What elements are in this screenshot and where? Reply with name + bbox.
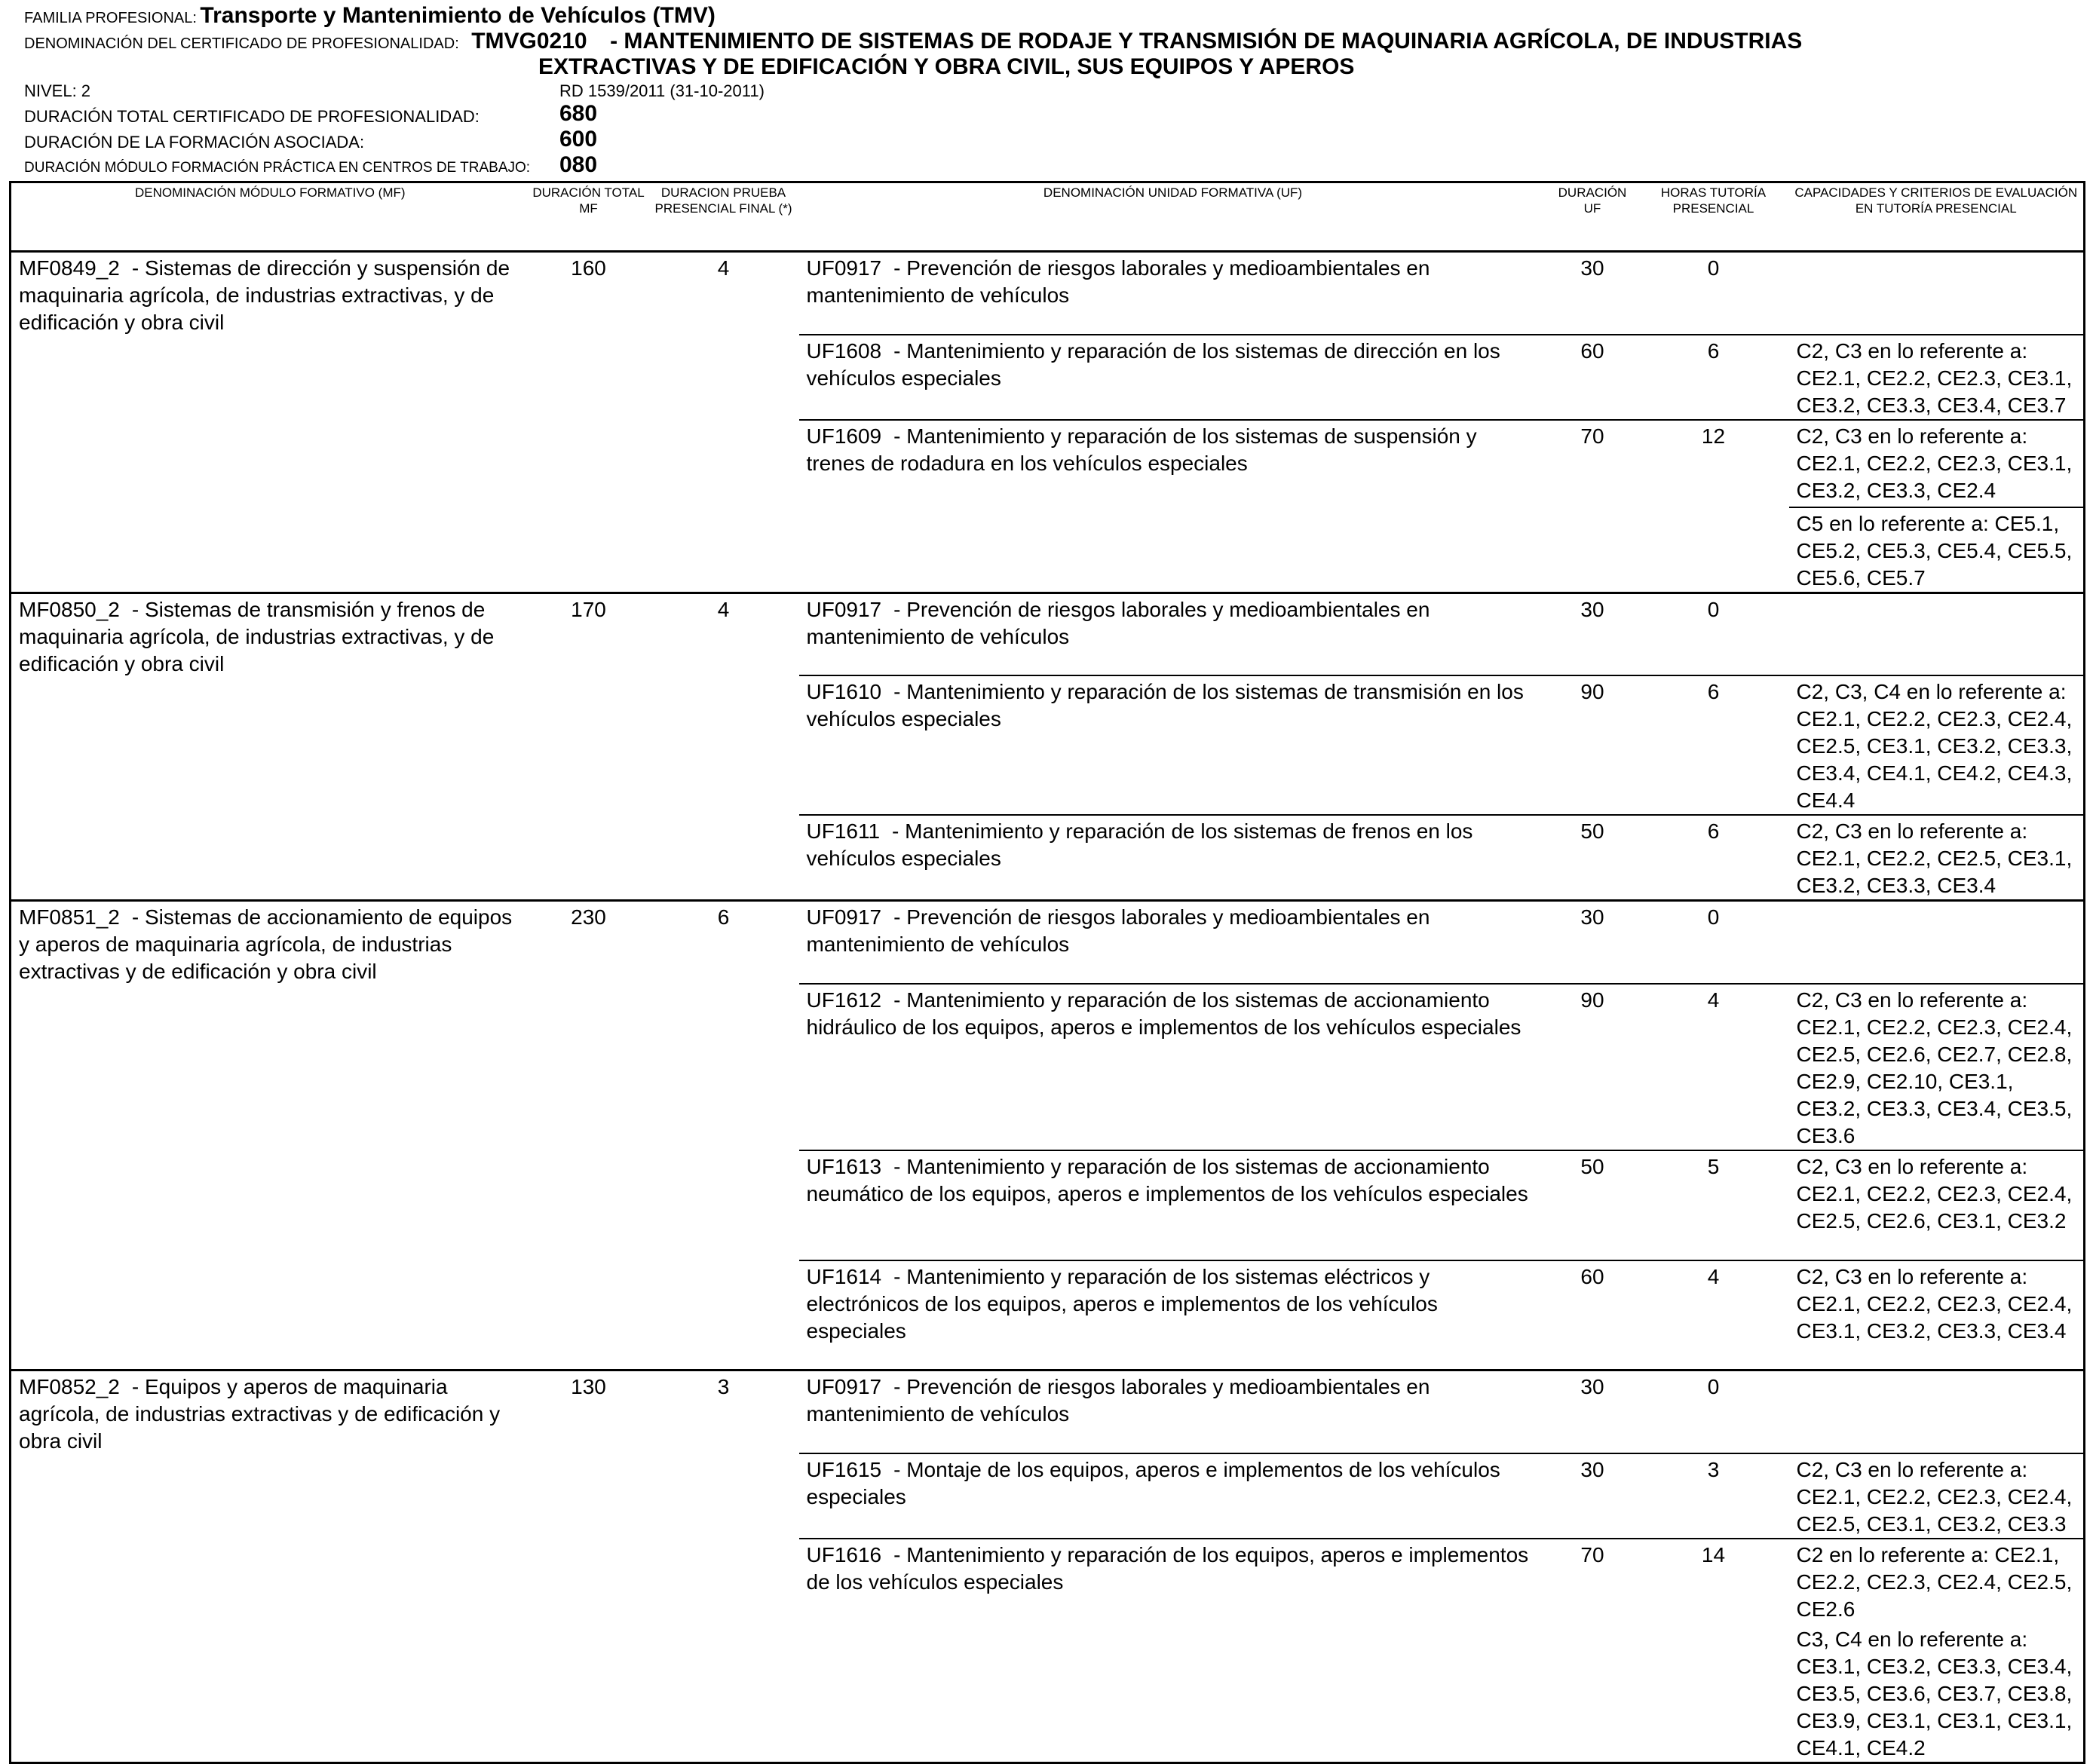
denominacion-title-line1: - MANTENIMIENTO DE SISTEMAS DE RODAJE Y TRANSMISIÓN DE MAQUINARIA AGRÍCOLA, DE INDUSTRIAS <box>610 29 1803 54</box>
unit-capacidades <box>1789 1453 2085 1539</box>
unit-code: UF1612 <box>806 988 882 1012</box>
unit-tutoria: 4 <box>1638 984 1789 1150</box>
unit-cell <box>799 1260 1547 1370</box>
unit-tutoria: 6 <box>1638 335 1789 420</box>
unit-capacidades <box>1789 984 2085 1150</box>
unit-name: - Mantenimiento y reparación de los equipos, aperos e implementos de los vehículos especiales <box>806 1542 1529 1594</box>
unit-name: - Prevención de riesgos laborales y medioambientales en mantenimiento de vehículos <box>806 1375 1430 1426</box>
unit-capacidades <box>1789 815 2085 901</box>
unit-tutoria: 14 <box>1638 1539 1789 1763</box>
cap-text: C2, C3 en lo referente a: CE2.1, CE2.2, CE2.3, CE3.1, CE3.2, CE3.3, CE2.4 <box>1796 424 2073 502</box>
unit-capacidades <box>1789 252 2085 335</box>
unit-cell <box>799 815 1547 901</box>
cap-text: C2, C3 en lo referente a: CE2.1, CE2.2, CE2.3, CE2.4, CE2.5, CE2.6, CE2.7, CE2.8, CE2.9, CE2.10, CE3.1, CE3.2, CE3.3, CE3.4, CE3.5, CE3.6 <box>1796 988 2073 1147</box>
duracion-formacion-value: 600 <box>559 127 598 152</box>
module-cell <box>11 252 529 593</box>
unit-name: - Prevención de riesgos laborales y medioambientales en mantenimiento de vehículos <box>806 905 1430 956</box>
module-code: MF0849_2 <box>19 256 120 280</box>
unit-capacidades <box>1789 1150 2085 1260</box>
unit-tutoria: 4 <box>1638 1260 1789 1370</box>
unit-capacidades <box>1789 335 2085 420</box>
unit-duracion: 30 <box>1547 1370 1638 1453</box>
module-code: MF0852_2 <box>19 1375 120 1398</box>
duracion-practica-value: 080 <box>559 152 598 177</box>
unit-tutoria: 0 <box>1638 593 1789 675</box>
unit-cell <box>799 1370 1547 1453</box>
unit-tutoria: 0 <box>1638 252 1789 335</box>
unit-cell <box>799 984 1547 1150</box>
unit-code: UF1615 <box>806 1457 882 1481</box>
unit-capacidades <box>1789 420 2085 593</box>
col-header-mf: DENOMINACIÓN MÓDULO FORMATIVO (MF) <box>11 182 529 252</box>
unit-name: - Mantenimiento y reparación de los sistemas de dirección en los vehículos especiales <box>806 338 1500 390</box>
unit-duracion: 30 <box>1547 901 1638 984</box>
unit-duracion: 70 <box>1547 1539 1638 1763</box>
module-duracion-total: 160 <box>529 252 648 593</box>
unit-duracion: 30 <box>1547 1453 1638 1539</box>
denominacion-label: DENOMINACIÓN DEL CERTIFICADO DE PROFESIONALIDAD: <box>24 35 459 52</box>
module-code: MF0851_2 <box>19 905 120 929</box>
unit-capacidades <box>1789 1370 2085 1453</box>
duracion-total-label: DURACIÓN TOTAL CERTIFICADO DE PROFESIONALIDAD: <box>24 107 480 126</box>
unit-capacidades <box>1789 1539 2085 1763</box>
familia-row <box>24 3 716 29</box>
unit-cell <box>799 1453 1547 1539</box>
cap-text: C2, C3 en lo referente a: CE2.1, CE2.2, CE2.3, CE2.4, CE2.5, CE2.6, CE3.1, CE3.2 <box>1796 1154 2073 1233</box>
module-name: - Equipos y aperos de maquinaria agrícola, de industrias extractivas y de edificación y obra civil <box>19 1375 501 1453</box>
module-cell <box>11 1370 529 1763</box>
unit-tutoria: 6 <box>1638 815 1789 901</box>
unit-capacidades <box>1789 1260 2085 1370</box>
cap-text: C2, C3 en lo referente a: CE2.1, CE2.2, CE2.3, CE3.1, CE3.2, CE3.3, CE3.4, CE3.7 <box>1796 338 2073 417</box>
module-duracion-total: 170 <box>529 593 648 901</box>
unit-tutoria: 0 <box>1638 901 1789 984</box>
unit-tutoria: 6 <box>1638 675 1789 815</box>
unit-code: UF1614 <box>806 1264 882 1288</box>
module-prueba: 4 <box>648 593 799 901</box>
unit-duracion: 50 <box>1547 815 1638 901</box>
denominacion-title-line2: EXTRACTIVAS Y DE EDIFICACIÓN Y OBRA CIVIL, SUS EQUIPOS Y APEROS <box>538 54 1355 79</box>
col-header-capacidades: CAPACIDADES Y CRITERIOS DE EVALUACIÓN EN TUTORÍA PRESENCIAL <box>1789 182 2085 252</box>
module-prueba: 6 <box>648 901 799 1370</box>
unit-cell <box>799 335 1547 420</box>
module-name: - Sistemas de accionamiento de equipos y aperos de maquinaria agrícola, de industrias extractivas y de edificación y obra civil <box>19 905 513 983</box>
unit-duracion: 50 <box>1547 1150 1638 1260</box>
table-row <box>11 593 2085 675</box>
col-header-uf: DENOMINACIÓN UNIDAD FORMATIVA (UF) <box>799 182 1547 252</box>
cap-text: C2, C3, C4 en lo referente a: CE2.1, CE2.2, CE2.3, CE2.4, CE2.5, CE3.1, CE3.2, CE3.3, CE3.4, CE4.1, CE4.2, CE4.3, CE4.4 <box>1796 680 2073 812</box>
unit-name: - Mantenimiento y reparación de los sistemas de accionamiento hidráulico de los equipos, aperos e implementos de los vehículos especiales <box>806 988 1521 1039</box>
duracion-total-value: 680 <box>559 101 598 126</box>
col-header-duracion-total-mf: DURACIÓN TOTAL MF <box>529 182 648 252</box>
module-name: - Sistemas de dirección y suspensión de maquinaria agrícola, de industrias extractivas, y de edificación y obra civil <box>19 256 510 334</box>
unit-duracion: 60 <box>1547 1260 1638 1370</box>
cap-text: C2, C3 en lo referente a: CE2.1, CE2.2, CE2.5, CE3.1, CE3.2, CE3.3, CE3.4 <box>1796 819 2073 897</box>
table-header-row <box>11 182 2085 252</box>
unit-cell <box>799 593 1547 675</box>
cap-text: C3, C4 en lo referente a: CE3.1, CE3.2, CE3.3, CE3.4, CE3.5, CE3.6, CE3.7, CE3.8, CE3.9, CE3.1, CE3.1, CE3.1, CE4.1, CE4.2 <box>1796 1627 2073 1759</box>
cap-text: C5 en lo referente a: CE5.1, CE5.2, CE5.3, CE5.4, CE5.5, CE5.6, CE5.7 <box>1789 507 2084 592</box>
modules-table <box>9 181 2085 1764</box>
unit-code: UF1610 <box>806 680 882 703</box>
nivel-label: NIVEL: 2 <box>24 81 91 100</box>
cap-text: C2, C3 en lo referente a: CE2.1, CE2.2, CE2.3, CE2.4, CE2.5, CE3.1, CE3.2, CE3.3 <box>1796 1457 2073 1536</box>
duracion-formacion-label: DURACIÓN DE LA FORMACIÓN ASOCIADA: <box>24 133 365 152</box>
module-prueba: 4 <box>648 252 799 593</box>
unit-name: - Mantenimiento y reparación de los sistemas de accionamiento neumático de los equipos, aperos e implementos de los vehículos especiales <box>806 1154 1528 1205</box>
unit-name: - Mantenimiento y reparación de los sistemas de transmisión en los vehículos especiales <box>806 680 1524 730</box>
unit-cell <box>799 675 1547 815</box>
duracion-practica-label: DURACIÓN MÓDULO FORMACIÓN PRÁCTICA EN CENTROS DE TRABAJO: <box>24 160 531 176</box>
module-name: - Sistemas de transmisión y frenos de maquinaria agrícola, de industrias extractivas, y de edificación y obra civil <box>19 597 495 675</box>
denominacion-row <box>24 29 1802 54</box>
module-prueba: 3 <box>648 1370 799 1763</box>
unit-duracion: 60 <box>1547 335 1638 420</box>
unit-code: UF0917 <box>806 905 882 929</box>
unit-name: - Prevención de riesgos laborales y medioambientales en mantenimiento de vehículos <box>806 597 1430 648</box>
unit-cell <box>799 252 1547 335</box>
unit-tutoria: 12 <box>1638 420 1789 593</box>
unit-duracion: 30 <box>1547 252 1638 335</box>
unit-capacidades <box>1789 593 2085 675</box>
unit-tutoria: 5 <box>1638 1150 1789 1260</box>
familia-label: FAMILIA PROFESIONAL: <box>24 10 197 26</box>
unit-code: UF0917 <box>806 256 882 280</box>
unit-code: UF1616 <box>806 1542 882 1566</box>
module-code: MF0850_2 <box>19 597 120 621</box>
denominacion-code: TMVG0210 <box>471 29 587 54</box>
unit-tutoria: 3 <box>1638 1453 1789 1539</box>
unit-code: UF0917 <box>806 597 882 621</box>
unit-tutoria: 0 <box>1638 1370 1789 1453</box>
col-header-duracion-uf: DURACIÓN UF <box>1547 182 1638 252</box>
table-row <box>11 1370 2085 1453</box>
module-cell <box>11 593 529 901</box>
unit-duracion: 90 <box>1547 675 1638 815</box>
unit-code: UF1611 <box>806 819 881 843</box>
unit-name: - Montaje de los equipos, aperos e implementos de los vehículos especiales <box>806 1457 1500 1508</box>
rd-reference: RD 1539/2011 (31-10-2011) <box>559 81 765 100</box>
unit-cell <box>799 1150 1547 1260</box>
unit-capacidades <box>1789 901 2085 984</box>
denominacion-title-line2-row <box>538 54 1354 80</box>
module-cell <box>11 901 529 1370</box>
unit-code: UF1608 <box>806 338 882 363</box>
unit-code: UF0917 <box>806 1375 882 1398</box>
unit-cell <box>799 420 1547 593</box>
table-row <box>11 901 2085 984</box>
unit-duracion: 90 <box>1547 984 1638 1150</box>
table-row <box>11 252 2085 335</box>
familia-value: Transporte y Mantenimiento de Vehículos (TMV) <box>200 3 716 28</box>
unit-capacidades <box>1789 675 2085 815</box>
unit-name: - Mantenimiento y reparación de los sistemas de frenos en los vehículos especiales <box>806 819 1473 870</box>
unit-name: - Mantenimiento y reparación de los sistemas de suspensión y trenes de rodadura en los vehículos especiales <box>806 424 1477 475</box>
unit-code: UF1613 <box>806 1154 882 1178</box>
unit-name: - Mantenimiento y reparación de los sistemas eléctricos y electrónicos de los equipos, aperos e implementos de los vehículos especiales <box>806 1264 1438 1343</box>
unit-duracion: 70 <box>1547 420 1638 593</box>
cap-text: C2 en lo referente a: CE2.1, CE2.2, CE2.3, CE2.4, CE2.5, CE2.6 <box>1796 1542 2073 1621</box>
col-header-prueba: DURACION PRUEBA PRESENCIAL FINAL (*) <box>648 182 799 252</box>
unit-cell <box>799 901 1547 984</box>
unit-name: - Prevención de riesgos laborales y medioambientales en mantenimiento de vehículos <box>806 256 1430 307</box>
module-duracion-total: 130 <box>529 1370 648 1763</box>
cap-text: C2, C3 en lo referente a: CE2.1, CE2.2, CE2.3, CE2.4, CE3.1, CE3.2, CE3.3, CE3.4 <box>1796 1264 2073 1343</box>
col-header-tutoria: HORAS TUTORÍA PRESENCIAL <box>1638 182 1789 252</box>
unit-duracion: 30 <box>1547 593 1638 675</box>
module-duracion-total: 230 <box>529 901 648 1370</box>
unit-code: UF1609 <box>806 424 882 448</box>
unit-cell <box>799 1539 1547 1763</box>
